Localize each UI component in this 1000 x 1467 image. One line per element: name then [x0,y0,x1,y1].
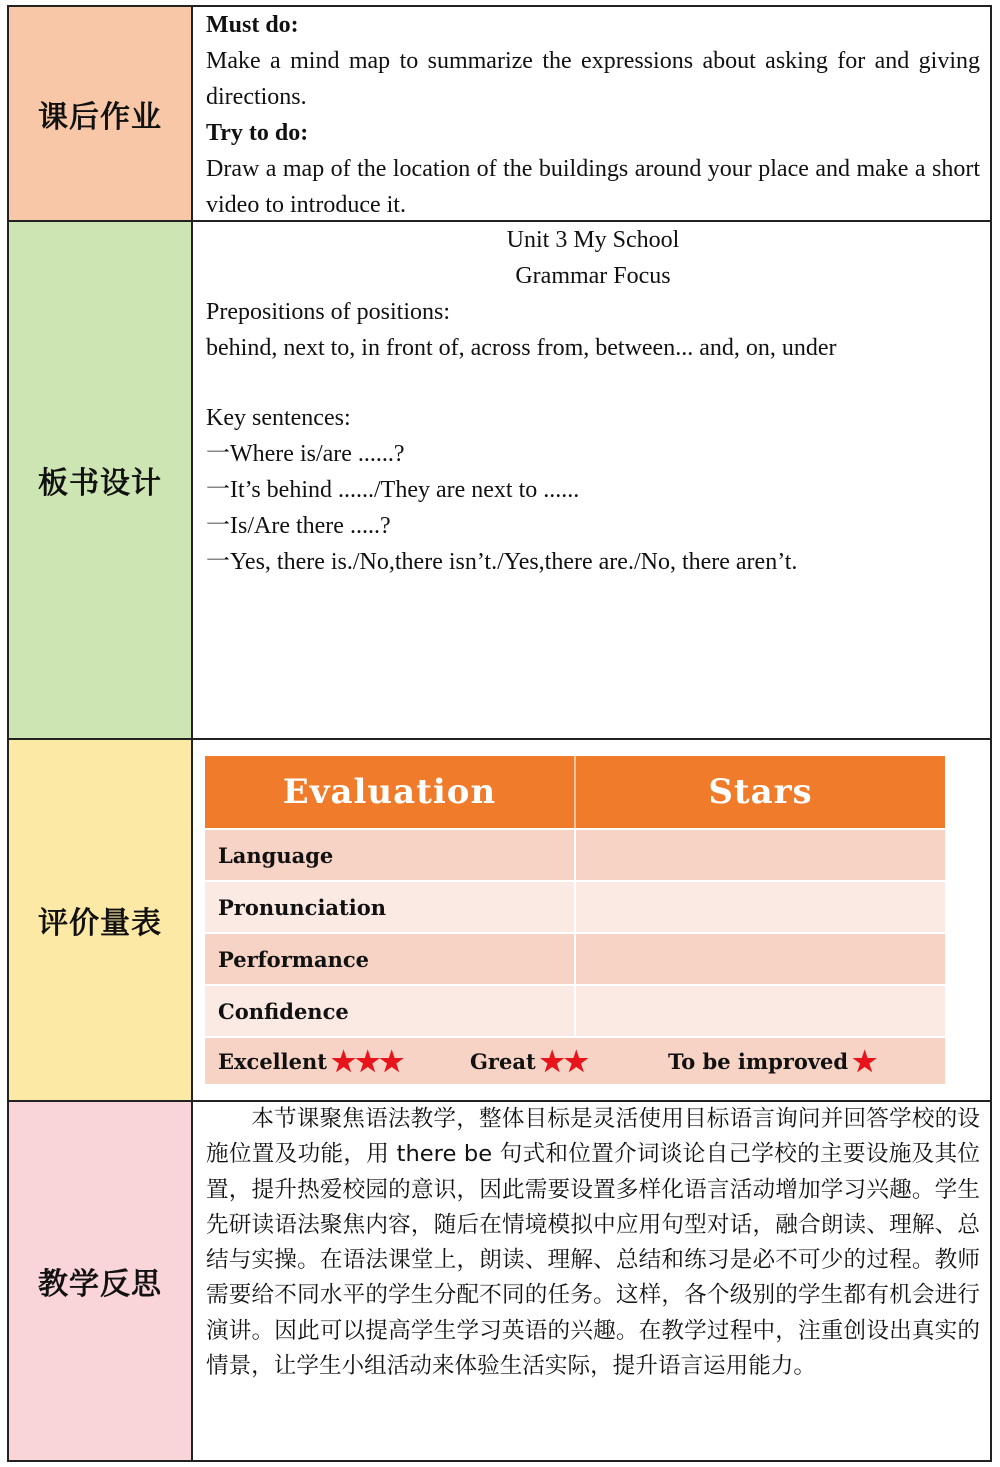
legend-excellent [218,1045,470,1078]
criterion-name: Pronunciation [218,894,386,920]
try-to-do-text: Draw a map of the location of the buildings around your place and make a short video to introduce it. [206,156,980,218]
criterion-row [205,932,945,984]
spacer [206,366,980,400]
homework-label: 课后作业 [9,7,193,220]
key-sentences-heading: Key sentences: [206,405,351,431]
key-sentence: 一Where is/are ......? [206,441,405,467]
board-subtitle: Grammar Focus [515,263,671,289]
legend-improve [668,1045,876,1078]
reflection-label: 教学反思 [9,1102,193,1460]
legend-excellent-label: Excellent [218,1048,327,1074]
evaluation-label: 评价量表 [9,740,193,1100]
star-icon: ★★★ [330,1044,404,1078]
star-icon: ★ [852,1044,877,1078]
prepositions-heading: Prepositions of positions: [206,299,451,325]
criterion-name: Confidence [218,998,349,1024]
homework-row [9,7,990,222]
reflection-text: 本节课聚焦语法教学，整体目标是灵活使用目标语言询问并回答学校的设施位置及功能，用 there be 句式和位置介词谈论自己学校的主要设施及其位置，提升热爱校园的意识，因此需要设置多样化语言活动增加学习兴趣。学生先研读语法聚焦内容，随后在情境模拟中应用句型对话，融合朗读、理解、总结与实操。在语法课堂上，朗读、理解、总结和练习是必不可少的过程。教师需要给不同水平的学生分配不同的任务。这样，各个级别的学生都有机会进行演讲。因此可以提高学生学习英语的兴趣。在教学过程中，注重创设出真实的情景，让学生小组活动来体验生活实际，提升语言运用能力。 [206,1106,980,1380]
board-design-content [193,222,990,738]
stars-cell[interactable] [574,882,945,932]
board-title: Unit 3 My School [506,227,680,253]
try-to-do-title: Try to do: [206,120,309,146]
criterion-row [205,880,945,932]
key-sentence: 一It’s behind ....../They are next to ...... [206,477,580,503]
board-design-label: 板书设计 [9,222,193,738]
evaluation-table [205,756,945,1084]
lesson-plan-table [7,5,992,1462]
evaluation-row [9,740,990,1102]
key-sentence: 一Yes, there is./No,there isn’t./Yes,there are./No, there aren’t. [206,549,798,575]
stars-cell[interactable] [574,986,945,1036]
prepositions-list: behind, next to, in front of, across from, between... and, on, under [206,335,837,361]
header-stars: Stars [574,756,945,828]
star-icon: ★★ [539,1044,588,1078]
key-sentence: 一Is/Are there .....? [206,513,391,539]
evaluation-header [205,756,945,828]
criterion-row [205,828,945,880]
criterion-name: Language [218,842,334,868]
criterion-row [205,984,945,1036]
reflection-content [193,1102,990,1460]
must-do-text: Make a mind map to summarize the expressions about asking for and giving directions. [206,48,980,110]
must-do-title: Must do: [206,12,299,38]
homework-content [193,7,990,220]
reflection-row [9,1102,990,1460]
stars-cell[interactable] [574,830,945,880]
header-evaluation: Evaluation [282,772,497,812]
stars-cell[interactable] [574,934,945,984]
legend-improve-label: To be improved [668,1048,849,1074]
legend-great-label: Great [470,1048,536,1074]
legend-great [470,1045,668,1078]
criterion-name: Performance [218,946,369,972]
star-legend [205,1036,945,1084]
board-design-row [9,222,990,740]
evaluation-content [193,740,990,1100]
